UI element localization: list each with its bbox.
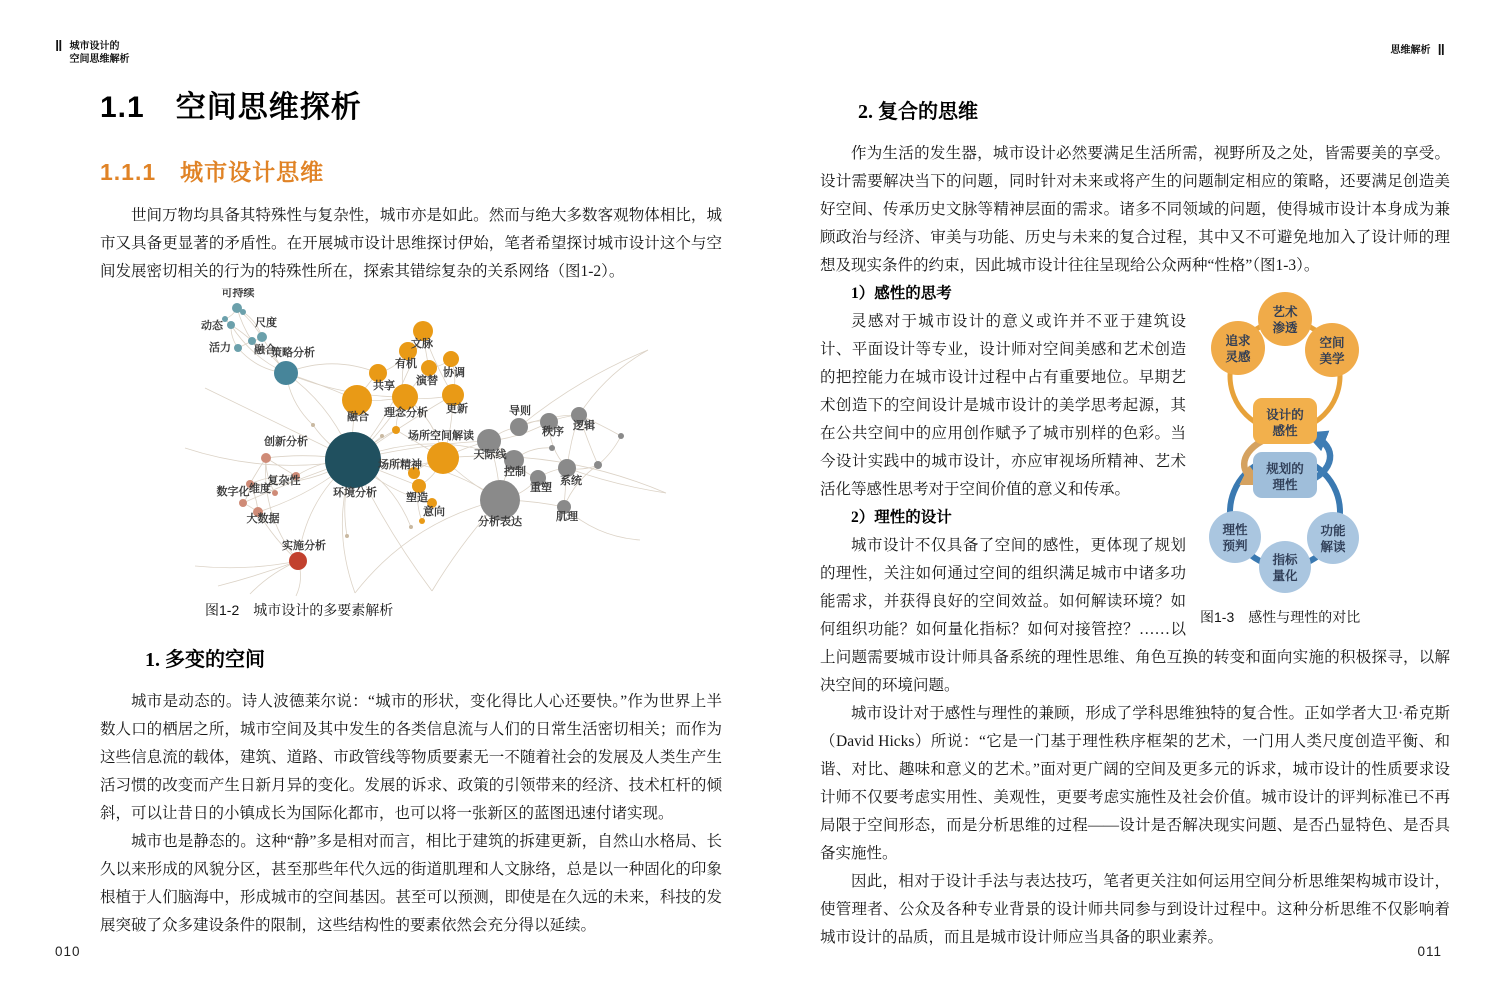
subsection-heading-2: 2. 复合的思维 bbox=[858, 101, 978, 123]
svg-text:数字化: 数字化 bbox=[216, 486, 250, 498]
body-paragraph: 城市设计对于感性与理性的兼顾，形成了学科思维独特的复合性。正如学者大卫·希克斯（David Hicks）所说：“它是一门基于理性秩序框架的艺术，一门用人类尺度创造平衡、和谐、对比、趣味和意义的艺术。”面对更广阔的空间及更多元的诉求，城市设计的性质要求设计师不仅要考虑实用性、美观性，更要考虑实施性及社会价值。城市设计的评判标准已不再局限于空间形态，而是分析思维的过程——设计是否解决现实问题、是否凸显特色、是否具备实施性。 bbox=[820, 705, 1450, 862]
svg-text:功能: 功能 bbox=[1320, 524, 1346, 538]
subsection-heading-1: 1. 多变的空间 bbox=[145, 649, 265, 671]
svg-text:实施分析: 实施分析 bbox=[282, 540, 326, 552]
svg-text:空间: 空间 bbox=[1319, 336, 1345, 350]
svg-text:意向: 意向 bbox=[423, 506, 445, 518]
svg-text:指标: 指标 bbox=[1272, 553, 1298, 567]
body-paragraph: 因此，相对于设计手法与表达技巧，笔者更关注如何运用空间分析思维架构城市设计，使管理者、公众及各种专业背景的设计师共同参与到设计过程中。这种分析思维不仅影响着城市设计的品质，而且是城市设计师应当具备的职业素养。 bbox=[820, 873, 1450, 946]
svg-text:协调: 协调 bbox=[443, 367, 465, 379]
svg-text:系统: 系统 bbox=[560, 475, 582, 487]
svg-text:大数据: 大数据 bbox=[246, 513, 280, 525]
svg-text:艺术: 艺术 bbox=[1272, 305, 1298, 319]
svg-text:渗透: 渗透 bbox=[1272, 321, 1298, 335]
chapter-title: 1.1 空间思维探析 bbox=[100, 91, 362, 124]
svg-text:灵感: 灵感 bbox=[1225, 350, 1251, 364]
svg-text:重塑: 重塑 bbox=[530, 482, 552, 494]
svg-text:动态: 动态 bbox=[201, 320, 223, 332]
svg-text:塑造: 塑造 bbox=[406, 492, 428, 504]
svg-text:文脉: 文脉 bbox=[411, 338, 433, 350]
figure-1-2-caption: 图1-2 城市设计的多要素解析 bbox=[205, 602, 394, 618]
subhead-sensibility: 1）感性的思考 bbox=[851, 285, 952, 302]
running-header-line1: 城市设计的 bbox=[69, 41, 120, 52]
section-subtitle: 1.1.1 城市设计思维 bbox=[100, 159, 325, 185]
svg-text:融合: 融合 bbox=[254, 344, 276, 356]
body-paragraph: 城市设计不仅具备了空间的感性，更体现了规划的理性，关注如何通过空间的组织满足城市中诸多功能需求，并获得良好的空间效益。如何解读环境？如何组织功能？如何量化指标？如何对接管控？……以上问题需要城市设计师具备系统的理性思维、角色互换的转变和面向实施的积极探寻，以解决空间的环境问题。 bbox=[820, 537, 1450, 694]
svg-text:活力: 活力 bbox=[209, 342, 231, 354]
figure-1-3 bbox=[1200, 284, 1450, 627]
svg-text:有机: 有机 bbox=[395, 358, 417, 370]
svg-text:环境分析: 环境分析 bbox=[333, 487, 377, 499]
svg-text:更新: 更新 bbox=[446, 403, 468, 415]
svg-text:量化: 量化 bbox=[1272, 569, 1298, 583]
page-number-left: 010 bbox=[55, 944, 81, 959]
svg-text:尺度: 尺度 bbox=[255, 317, 277, 329]
svg-text:预判: 预判 bbox=[1222, 539, 1248, 553]
svg-text:策略分析: 策略分析 bbox=[271, 347, 315, 359]
svg-text:共享: 共享 bbox=[373, 380, 395, 392]
network-diagram-svg bbox=[100, 288, 700, 598]
svg-text:秩序: 秩序 bbox=[542, 426, 564, 438]
svg-text:逻辑: 逻辑 bbox=[573, 420, 595, 432]
figure-1-2 bbox=[100, 288, 722, 620]
page-number-right: 011 bbox=[1417, 944, 1442, 959]
svg-text:理性: 理性 bbox=[1272, 478, 1298, 492]
svg-text:解读: 解读 bbox=[1320, 540, 1346, 554]
figure-1-3-caption: 图1-3 感性与理性的对比 bbox=[1200, 609, 1361, 625]
running-header-line2: 空间思维解析 bbox=[69, 54, 130, 65]
svg-text:维度: 维度 bbox=[249, 483, 271, 495]
body-paragraph: 作为生活的发生器，城市设计必然要满足生活所需，视野所及之处，皆需要美的享受。设计需要解决当下的问题，同时针对未来或将产生的问题制定相应的策略，还要满足创造美好空间、传承历史文脉等精神层面的需求。诸多不同领域的问题，使得城市设计本身成为兼顾政治与经济、审美与功能、历史与未来的复合过程，其中又不可避免地加入了设计师的理想及现实条件的约束，因此城市设计往往呈现给公众两种“性格”（图1-3）。 bbox=[820, 145, 1450, 274]
body-paragraph: 城市是动态的。诗人波德莱尔说：“城市的形状，变化得比人心还要快。”作为世界上半数人口的栖居之所，城市空间及其中发生的各类信息流与人们的日常生活密切相关；而作为这些信息流的载体，建筑、道路、市政管线等物质要素无一不随着社会的发展及人类生产生活习惯的改变而产生日新月异的变化。发展的诉求、政策的引领带来的经济、技术杠杆的倾斜，可以让昔日的小镇成长为国际化都市，也可以将一张新区的蓝图迅速付诸实现。 bbox=[100, 693, 722, 822]
svg-text:创新分析: 创新分析 bbox=[264, 436, 308, 448]
svg-text:理性: 理性 bbox=[1222, 523, 1248, 537]
running-header-left bbox=[55, 40, 129, 66]
svg-text:演替: 演替 bbox=[416, 375, 438, 387]
svg-text:场所空间解读: 场所空间解读 bbox=[408, 430, 474, 442]
svg-text:场所精神: 场所精神 bbox=[378, 459, 422, 471]
svg-text:理念分析: 理念分析 bbox=[384, 407, 428, 419]
running-header-right bbox=[1391, 44, 1445, 57]
subhead-rationality: 2）理性的设计 bbox=[851, 509, 952, 526]
svg-text:复杂性: 复杂性 bbox=[267, 475, 301, 487]
page-right bbox=[820, 88, 1450, 952]
body-paragraph: 灵感对于城市设计的意义或许并不亚于建筑设计、平面设计等专业，设计师对空间美感和艺术创造的把控能力在城市设计过程中占有重要地位。早期艺术创造下的空间设计是城市设计的美学思考起源，其在公共空间中的应用创作赋予了城市别样的色彩。当今设计实践中的城市设计，亦应审视场所精神、艺术活化等感性思考对于空间价值的意义和传承。 bbox=[820, 313, 1186, 498]
svg-text:美学: 美学 bbox=[1319, 352, 1345, 366]
svg-text:控制: 控制 bbox=[504, 466, 526, 478]
svg-text:规划的: 规划的 bbox=[1266, 462, 1304, 476]
cycle-diagram-svg bbox=[1200, 284, 1450, 596]
body-paragraph: 世间万物均具备其特殊性与复杂性，城市亦是如此。然而与绝大多数客观物体相比，城市又具备更显著的矛盾性。在开展城市设计思维探讨伊始，笔者希望探讨城市设计这个与空间发展密切相关的行为的特殊性所在，探索其错综复杂的关系网络（图1-2）。 bbox=[100, 207, 722, 280]
svg-text:感性: 感性 bbox=[1272, 424, 1298, 438]
running-header-left-text bbox=[69, 40, 129, 66]
svg-text:导则: 导则 bbox=[509, 405, 531, 417]
svg-text:分析表达: 分析表达 bbox=[478, 516, 522, 528]
double-bar-glyph: ‖ bbox=[55, 38, 63, 55]
svg-text:融合: 融合 bbox=[347, 411, 369, 423]
svg-text:天际线: 天际线 bbox=[473, 449, 507, 461]
double-bar-glyph: ‖ bbox=[1437, 42, 1445, 59]
svg-text:设计的: 设计的 bbox=[1266, 408, 1304, 422]
running-header-right-text: 思维解析 bbox=[1390, 45, 1431, 56]
page-left bbox=[100, 88, 722, 940]
svg-text:肌理: 肌理 bbox=[556, 511, 578, 523]
svg-text:追求: 追求 bbox=[1225, 334, 1251, 348]
body-paragraph: 城市也是静态的。这种“静”多是相对而言，相比于建筑的拆建更新，自然山水格局、长久以来形成的风貌分区，甚至那些年代久远的街道肌理和人文脉络，总是以一种固化的印象根植于人们脑海中，形成城市的空间基因。甚至可以预测，即使是在久远的未来，科技的发展突破了众多建设条件的限制，这些结构性的要素依然会充分得以延续。 bbox=[100, 833, 722, 934]
svg-text:可持续: 可持续 bbox=[221, 288, 255, 299]
